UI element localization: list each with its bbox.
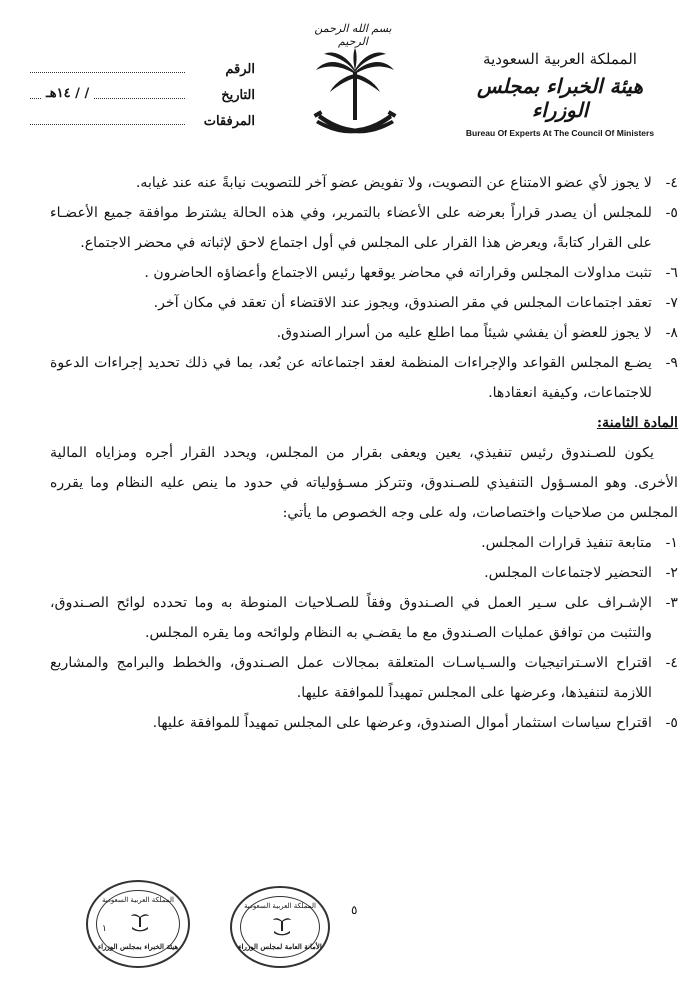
item-number: ٨- <box>665 325 678 341</box>
list-item <box>50 258 678 288</box>
reference-number-row <box>30 62 255 88</box>
seal-bottom-text: هيئة الخبراء بمجلس الوزراء <box>97 942 179 951</box>
item-number: ٤- <box>665 175 678 191</box>
reference-number-label: الرقم <box>225 62 255 77</box>
item-text: لا يجوز لأي عضو الامتناع عن التصويت، ولا تفويض عضو آخر للتصويت نيابةً عنه عند غيابه. <box>135 175 652 191</box>
item-number: ١- <box>665 535 678 551</box>
item-number: ٥- <box>665 715 678 731</box>
item-number: ٥- <box>665 205 678 221</box>
item-number: ٩- <box>665 355 678 371</box>
item-text: اقتراح سياسات استثمار أموال الصندوق، وعرضها على المجلس تمهيداً للموافقة عليها. <box>152 715 652 731</box>
list-item <box>50 198 678 258</box>
list-item <box>50 318 678 348</box>
article-paragraph: يكون للصـندوق رئيس تنفيذي، يعين ويعفى بقرار من المجلس، ويحدد القرار أجره ومزاياه المالية الأخرى. وهو المسـؤول التنفيذي للصـندوق، وتتركز مسـؤولياته في حدود ما ينص عليه النظام وما يقرره المجلس من صلاحيات واختصاصات، وله على وجه الخصوص ما يأتي: <box>50 445 678 521</box>
reference-block <box>30 62 255 140</box>
item-text: تثبت مداولات المجلس وقراراته في محاضر يوقعها رئيس الاجتماع وأعضاؤه الحاضرون . <box>144 265 652 281</box>
article-eight-items <box>50 528 678 738</box>
item-text: لا يجوز للعضو أن يفشي شيئاً مما اطلع عليه من أسرار الصندوق. <box>276 325 652 341</box>
date-value: / / ١٤هـ <box>42 86 93 101</box>
attachments-label: المرفقات <box>203 114 255 129</box>
seal-top-text: المملكة العربية السعودية <box>244 902 316 910</box>
item-number: ٢- <box>665 565 678 581</box>
list-item <box>50 558 678 588</box>
page-number: ٥ <box>351 903 358 917</box>
seal-emblem-icon <box>272 916 292 938</box>
list-item <box>50 348 678 408</box>
list-item <box>50 708 678 738</box>
kingdom-name: المملكة العربية السعودية <box>483 50 637 68</box>
attachments-row <box>30 114 255 140</box>
palm-swords-emblem-icon <box>310 48 400 148</box>
item-number: ٧- <box>665 295 678 311</box>
list-item <box>50 588 678 648</box>
item-text: متابعة تنفيذ قرارات المجلس. <box>481 535 652 551</box>
item-text: الإشـراف على سـير العمل في الصـندوق وفقاً للصـلاحيات المنوطة به وما تحدده لوائح الصـندوق، والتثبت من توافق عمليات الصـندوق مع ما يقضـي به النظام ولوائحه وما يقره المجلس. <box>50 595 652 641</box>
document-body <box>50 168 678 738</box>
item-number: ٣- <box>665 595 678 611</box>
letterhead <box>0 0 700 150</box>
bureau-name-arabic: هيئة الخبراء بمجلس الوزراء <box>476 74 643 122</box>
article-heading: المادة الثامنة: <box>596 415 678 431</box>
attachments-line <box>30 124 185 125</box>
item-number: ٤- <box>665 655 678 671</box>
item-number: ٦- <box>665 265 678 281</box>
item-text: تعقد اجتماعات المجلس في مقر الصندوق، ويجوز عند الاقتضاء أن تعقد في مكان آخر. <box>153 295 652 311</box>
item-text: يضـع المجلس القواعد والإجراءات المنظمة لعقد اجتماعاته عن بُعد، بما في ذلك تحديد إجراءات الدعوة للاجتماعات، وكيفية انعقادها. <box>50 355 652 401</box>
seal-top-text: المملكة العربية السعودية <box>102 896 174 904</box>
list-item <box>50 648 678 708</box>
item-text: التحضير لاجتماعات المجلس. <box>484 565 652 581</box>
bureau-name-english: Bureau Of Experts At The Council Of Ministers <box>465 128 655 138</box>
basmala: بسم الله الرحمن الرحيم <box>314 22 392 48</box>
general-secretariat-seal <box>230 886 330 968</box>
date-row <box>30 88 255 114</box>
seal-number: ١ <box>102 924 107 934</box>
date-label: التاريخ <box>221 88 255 103</box>
list-item <box>50 288 678 318</box>
item-text: اقتراح الاسـتراتيجيات والسـياسـات المتعلقة بمجالات عمل الصـندوق، والخطط والبرامج والمشاريع اللازمة لتنفيذها، وعرضها على المجلس تمهيداً للموافقة عليها. <box>50 655 652 701</box>
list-item <box>50 168 678 198</box>
article-seven-items <box>50 168 678 408</box>
organization-name <box>460 50 660 138</box>
reference-number-line <box>30 72 185 73</box>
seal-bottom-text: الأمانة العامة لمجلس الوزراء <box>238 942 322 951</box>
seal-emblem-icon <box>130 912 150 934</box>
item-text: للمجلس أن يصدر قراراً بعرضه على الأعضاء بالتمرير، وفي هذه الحالة يشترط موافقة جميع الأعضـاء على القرار كتابةً، ويعرض هذا القرار على المجلس في أول اجتماع لاحق لإثباته في محضر الاجتماع. <box>50 205 652 251</box>
list-item <box>50 528 678 558</box>
bureau-seal <box>86 880 190 968</box>
